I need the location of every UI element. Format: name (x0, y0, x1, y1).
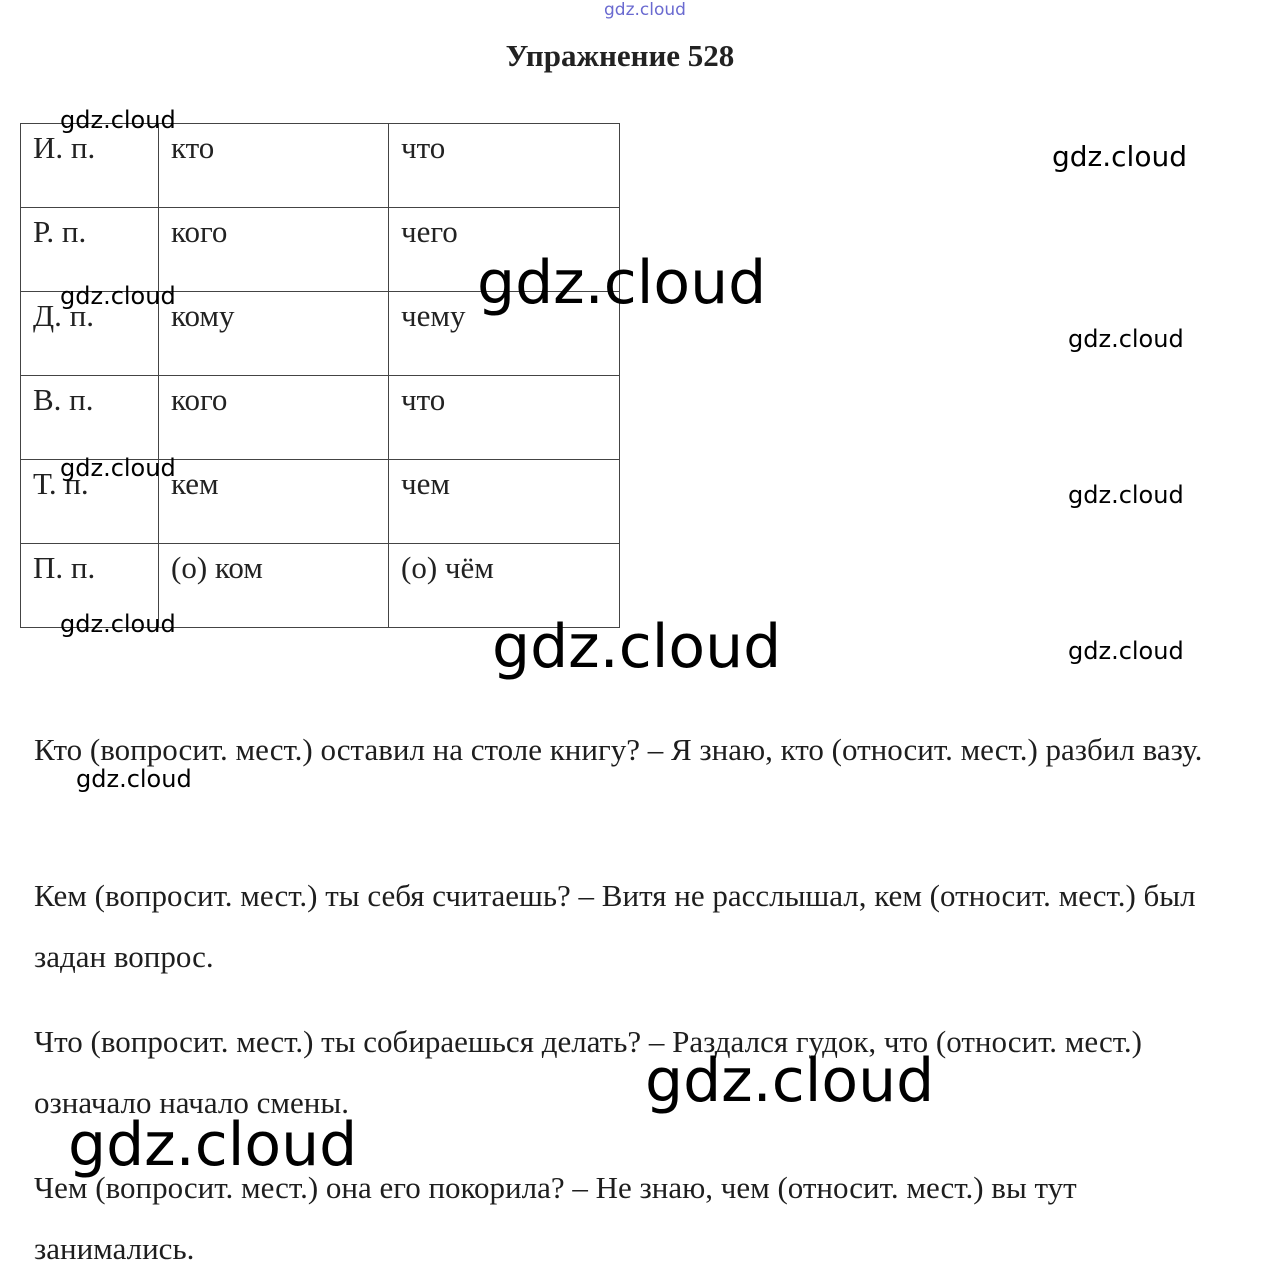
who-cell: кто (159, 124, 389, 208)
case-cell: И. п. (21, 124, 159, 208)
watermark: gdz.cloud (604, 0, 686, 20)
sentence-paragraph: Кто (вопросит. мест.) оставил на столе книгу? – Я знаю, кто (относит. мест.) разбил вазу. (34, 732, 1203, 767)
watermark: gdz.cloud (68, 1110, 358, 1180)
case-cell: П. п. (21, 544, 159, 628)
what-cell: чему (389, 292, 620, 376)
watermark: gdz.cloud (1068, 637, 1184, 665)
who-cell: кого (159, 208, 389, 292)
who-cell: кого (159, 376, 389, 460)
case-cell: Р. п. (21, 208, 159, 292)
watermark: gdz.cloud (60, 106, 176, 134)
case-cell: В. п. (21, 376, 159, 460)
declension-table (20, 123, 620, 628)
watermark: gdz.cloud (1068, 325, 1184, 353)
watermark: gdz.cloud (76, 765, 192, 793)
what-cell: что (389, 124, 620, 208)
sentence-paragraph: Что (вопросит. мест.) ты собираешься делать? – Раздался гудок, что (относит. мест.) означало начало смены. (34, 1024, 1142, 1120)
watermark: gdz.cloud (477, 248, 767, 318)
table-row (21, 376, 620, 460)
watermark: gdz.cloud (60, 610, 176, 638)
what-cell: (о) чём (389, 544, 620, 628)
exercise-title: Упражнение 528 (505, 38, 735, 73)
what-cell: чего (389, 208, 620, 292)
watermark: gdz.cloud (645, 1046, 935, 1116)
who-cell: кому (159, 292, 389, 376)
who-cell: кем (159, 460, 389, 544)
watermark: gdz.cloud (1068, 481, 1184, 509)
case-cell: Д. п. (21, 292, 159, 376)
sentence-paragraph: Кем (вопросит. мест.) ты себя считаешь? – Витя не расслышал, кем (относит. мест.) был задан вопрос. (34, 878, 1196, 974)
watermark: gdz.cloud (60, 454, 176, 482)
what-cell: что (389, 376, 620, 460)
sentence-paragraph: Чем (вопросит. мест.) она его покорила? – Не знаю, чем (относит. мест.) вы тут занимались. (34, 1170, 1077, 1266)
watermark: gdz.cloud (1052, 140, 1187, 173)
table-row (21, 124, 620, 208)
watermark: gdz.cloud (60, 282, 176, 310)
what-cell: чем (389, 460, 620, 544)
watermark: gdz.cloud (492, 612, 782, 682)
who-cell: (о) ком (159, 544, 389, 628)
case-cell: Т. п. (21, 460, 159, 544)
